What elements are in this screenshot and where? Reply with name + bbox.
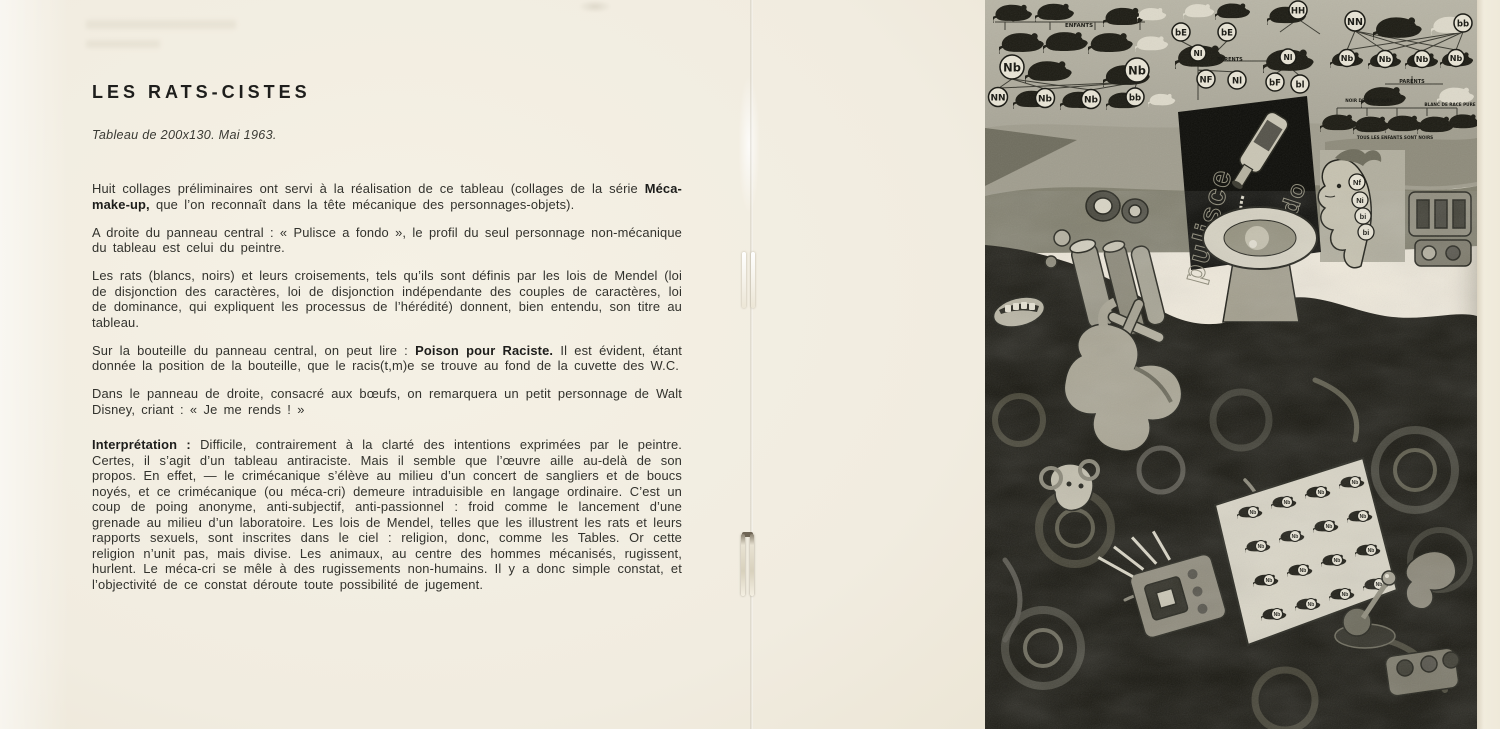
svg-text:Nb: Nb (1375, 582, 1383, 588)
text-column (92, 82, 682, 605)
svg-text:Nb: Nb (1291, 534, 1299, 540)
showthrough-text-ghost (86, 40, 160, 48)
svg-text:Nb: Nb (1128, 63, 1146, 78)
showthrough-text-ghost (86, 20, 236, 29)
svg-text:Nb: Nb (1273, 612, 1281, 618)
staple-top (742, 252, 755, 308)
svg-text:NF: NF (1199, 75, 1213, 86)
svg-text:bi: bi (1362, 228, 1370, 237)
svg-text:Ni: Ni (1356, 196, 1364, 205)
svg-text:Nb: Nb (1283, 500, 1291, 506)
svg-text:bE: bE (1175, 28, 1187, 39)
svg-text:Nb: Nb (1257, 544, 1265, 550)
svg-text:Nl: Nl (1193, 49, 1203, 59)
fold-sheen (738, 75, 760, 215)
svg-text:bF: bF (1269, 78, 1281, 89)
svg-text:Nl: Nl (1283, 53, 1293, 63)
caption-enfants: ENFANTS (1064, 23, 1094, 29)
center-fold-line (750, 0, 753, 729)
tableau-caption: Tableau de 200x130. Mai 1963. (92, 128, 277, 142)
svg-text:Nb: Nb (1003, 60, 1021, 75)
svg-text:Nb: Nb (1351, 480, 1359, 486)
staple-bottom (741, 534, 754, 596)
svg-text:Nb: Nb (1038, 94, 1052, 105)
paragraph: Sur la bouteille du panneau central, on peut lire : Poison pour Raciste. Il est évident, étant donnée la position de la bouteille, que le racis(t,m)e se trouve au fond de la cuvette des W.C. (92, 342, 682, 373)
caption-blanc-race-pure: BLANC DE RACE PURE (1424, 102, 1476, 107)
svg-text:Nb: Nb (1333, 558, 1341, 564)
svg-text:Nb: Nb (1340, 54, 1354, 64)
svg-text:Nb: Nb (1415, 55, 1429, 65)
paragraphs (92, 181, 682, 592)
svg-text:Nb: Nb (1317, 490, 1325, 496)
painting-les-rats-cistes (985, 0, 1477, 729)
svg-text:Nb: Nb (1378, 55, 1392, 65)
scan-smudge (578, 0, 612, 13)
svg-text:Nb: Nb (1249, 510, 1257, 516)
svg-text:Nb: Nb (1325, 524, 1333, 530)
svg-text:NN: NN (990, 93, 1006, 104)
print-grain (985, 0, 1477, 729)
svg-text:bb: bb (1456, 19, 1470, 30)
svg-text:Nb: Nb (1307, 602, 1315, 608)
svg-text:Nf: Nf (1353, 178, 1361, 187)
svg-text:bl: bl (1295, 80, 1305, 91)
page-title: LES RATS-CISTES (92, 82, 311, 102)
svg-text:Nb: Nb (1299, 568, 1307, 574)
svg-text:Nb: Nb (1084, 95, 1098, 106)
svg-text:Nb: Nb (1265, 578, 1273, 584)
paragraph: Dans le panneau de droite, consacré aux bœufs, on remarquera un petit personnage de Walt Disney, criant : « Je me rends ! » (92, 386, 682, 417)
caption-parents-right: PARENTS (1399, 79, 1425, 85)
svg-text:HH: HH (1290, 6, 1306, 17)
svg-text:Nb: Nb (1341, 592, 1349, 598)
paragraph: A droite du panneau central : « Pulisce a fondo », le profil du seul personnage non-mécanique du tableau est celui du peintre. (92, 224, 682, 255)
caption-parents-left: PARENTS (1217, 57, 1243, 63)
svg-text:bb: bb (1128, 93, 1142, 104)
scan-right-page (985, 0, 1500, 729)
svg-text:Nb: Nb (1449, 54, 1463, 64)
page-edge-right (1477, 0, 1500, 729)
paragraph: Interprétation : Difficile, contrairement à la clarté des intentions exprimées par le peintre. Certes, il s’agit d’un tableau antiraciste. Mais il semble que l’œuvre aille au-delà de son propos. En effet, — le crimécanique s’élève au milieu d’un concert de sangliers et de boucs noyés, et ce crimécanique (ou méca-cri) demeure intraduisible en langage ordinaire. C’est un coup de poing anonyme, anti-subjectif, anti-passionnel : froid comme le lancement d’une grenade au milieu d’un laboratoire. Les lois de Mendel, telles que les illustrent les rats et leurs rapports sexuels, sont inscrites dans le ciel : religion, donc, comme les Tables. Or cette religion n’unit pas, mais divise. Les animaux, au centre des hommes mécanisés, rugissent, hurlent. Le méca-cri se mêle à des rugissements non-humains. Il y a donc simple constat, et l’objectivité de ce constat déroute toute possibilité de jugement. (92, 437, 682, 592)
svg-text:Nb: Nb (1359, 514, 1367, 520)
paragraph: Huit collages préliminaires ont servi à la réalisation de ce tableau (collages de la série Méca-make-up, que l’on reconnaît dans la tête mécanique des personnages-objets). (92, 181, 682, 212)
svg-text:bE: bE (1221, 28, 1233, 39)
caption-noir-race-pure: NOIR DE RACE PURE (1345, 98, 1393, 103)
svg-text:Nb: Nb (1367, 548, 1375, 554)
svg-text:Nl: Nl (1231, 76, 1243, 87)
caption-tous-noirs: TOUS LES ENFANTS SONT NOIRS (1356, 135, 1434, 140)
svg-text:NN: NN (1347, 16, 1363, 28)
paragraph: Les rats (blancs, noirs) et leurs croisements, tels qu’ils sont définis par les lois de Mendel (loi de disjonction des caractères, loi de disjonction indépendante des couples de caractères, loi de dominance, qui expliquent les processus de l’hérédité) donnent, bien entendu, son titre au tableau. (92, 268, 682, 330)
svg-text:bi: bi (1359, 212, 1367, 221)
